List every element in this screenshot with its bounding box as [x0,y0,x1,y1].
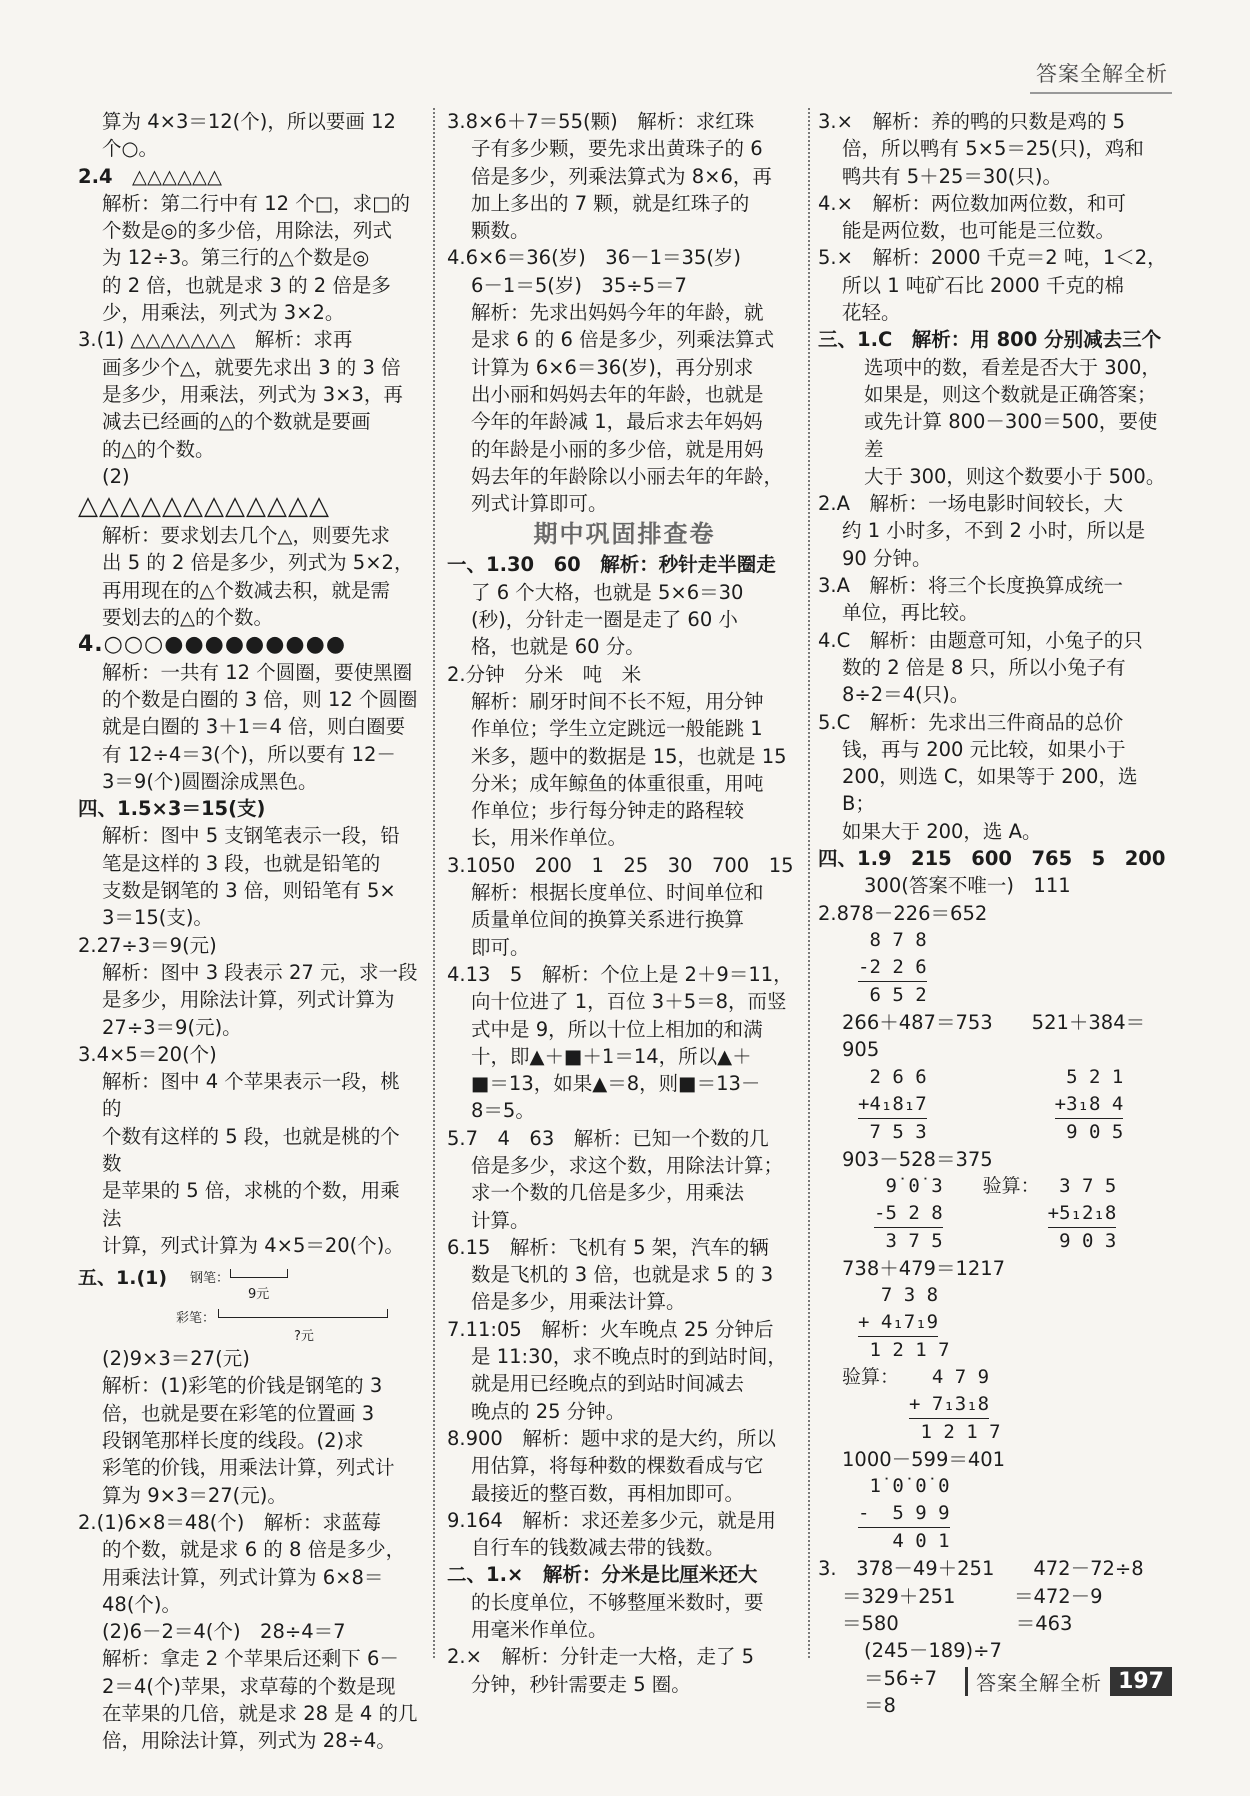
text-line: 今年的年龄减 1，最后求去年妈妈 [471,410,763,434]
text-line: 200，则选 C，如果等于 200，选 B； [842,765,1144,816]
segment-diagram [78,1299,418,1345]
text-line: (秒)，分针走一圈是走了 60 小 [471,608,738,632]
vertical-calculation [1048,1173,1117,1255]
text-line: 是多少，用乘法，列式为 3×3，再 [102,382,403,406]
text-line: 约 1 小时多，不到 2 小时，所以是 [842,519,1146,543]
pen-label: 钢笔： [190,1271,230,1287]
text-line: 最接近的整百数，再相加即可。 [471,1481,745,1505]
answer-line: 2.A 解析：一场电影时间较长，大 [818,492,1123,516]
answer-line: 4.6×6＝36(岁) 36－1＝35(岁) [447,246,742,270]
text-line: 了 6 个大格，也就是 5×6＝30 [471,580,744,604]
calc-row: 3 7 5 [874,1229,943,1252]
text-line: 要划去的△的个数。 [102,606,273,630]
text-line: 300(答案不唯一) 111 [864,874,1071,898]
answer-line: 2.27÷3＝9(元) [78,933,217,957]
text-line: 如果是，则这个数就是正确答案； [864,382,1157,406]
calc-row: 1 2 1 7 [909,1421,1001,1444]
answer-line: (2)9×3＝27(元) [102,1347,250,1371]
text-line: 或先计算 800－300＝500，要使差 [864,410,1158,461]
text-line: 个数是◎的多少倍，用除法，列式 [102,219,393,243]
circle-row: 4.○○○●●●●●●●●● [78,632,347,658]
text-line: ■＝13，如果▲＝8，则■＝13－ [471,1072,761,1096]
analysis-line: 解析：要求划去几个△，则要先求 [102,524,390,548]
text-line: 单位，再比较。 [842,601,979,625]
answer-line: 5.× 解析：2000 千克＝2 吨，1＜2， [818,246,1167,270]
column-3 [818,108,1173,1719]
text-line: 选项中的数，看差是否大于 300， [864,355,1161,379]
text-line: 有 12÷4＝3(个)，所以要有 12－ [102,742,396,766]
answer-line: 4.× 解析：两位数加两位数，和可 [818,191,1126,215]
section-heading: 三、1.C 解析：用 800 分别减去三个 [818,328,1162,352]
analysis-line: 解析：图中 4 个苹果表示一段，桃的 [102,1070,400,1121]
calc-row: 3 7 5 [1047,1174,1117,1197]
text-line: (2) [102,464,130,488]
analysis-line: 解析：图中 5 支钢笔表示一段，铅 [102,824,400,848]
vertical-calculation [1055,1064,1124,1146]
text-line: 用乘法计算，列式计算为 6×8＝ [102,1565,384,1589]
equation-line: 3. 378－49＋251 472－72÷8 [818,1557,1144,1581]
text-line: 分米；成年鲸鱼的体重很重，用吨 [471,771,764,795]
calc-row: -2 2 6 [858,954,927,982]
segment-diagram [78,1259,418,1303]
text-line: 为 12÷3。第三行的△个数是◎ [102,246,370,270]
calc-row: 6 5 2 [858,983,927,1006]
text-line: 分钟，秒针需要走 5 圈。 [471,1672,691,1696]
text-line: 数是飞机的 3 倍，也就是求 5 的 3 [471,1263,774,1287]
page-number: 197 [1110,1667,1172,1696]
calc-row: 1 2 1 7 [858,1339,950,1362]
text-line: 能是两位数，也可能是三位数。 [842,219,1116,243]
text-line: 向十位进了 1，百位 3＋5＝8，而竖 [471,990,787,1014]
text-line: 3＝9(个)圆圈涂成黑色。 [102,769,318,793]
answer-line: 3.× 解析：养的鸭的只数是鸡的 5 [818,110,1126,133]
text-line: 是求 6 的 6 倍是多少，列乘法算式 [471,328,775,352]
calc-row: 8 7 8 [858,928,927,951]
answer-line: (2)6－2＝4(个) 28÷4＝7 [102,1620,346,1644]
text-line: 倍，所以鸭有 5×5＝25(只)，鸡和 [842,137,1144,161]
text-line: 自行车的钱数减去带的钱数。 [471,1536,725,1560]
text-line: 是苹果的 5 倍，求桃的个数，用乘法 [102,1179,400,1230]
text-line: 再用现在的△个数减去积，就是需 [102,578,390,602]
text-line: 在苹果的几倍，就是求 28 是 4 的几 [102,1702,418,1726]
text-line: 减去已经画的△的个数就是要画 [102,410,371,434]
calc-row: 9 0 5 [1054,1120,1124,1143]
section-title: 期中巩固排查卷 [533,520,716,549]
check-label: 验算： [982,1174,1040,1197]
text-line: 的 2 倍，也就是求 3 的 2 倍是多 [102,273,391,297]
vertical-calculation-pair [818,1173,1173,1255]
vertical-calculation [858,1064,927,1146]
text-line: 倍是多少，列乘法算式为 8×6，再 [471,164,772,188]
text-line: 出 5 的 2 倍是多少，列式为 5×2， [102,551,414,575]
analysis-line: 解析：根据长度单位、时间单位和 [471,881,764,905]
page-header: 答案全解全析 [1030,58,1172,94]
text-line: 长，用米作单位。 [471,826,628,850]
equation-line: 266＋487＝753 521＋384＝905 [842,1010,1146,1062]
equation-line: ＝8 [864,1693,896,1717]
answer-line: 3.4×5＝20(个) [78,1042,217,1066]
calc-row: 1̇ 0̇ 0̇ 0 [858,1475,950,1498]
text-line: 作单位；学生立定跳远一般能跳 1 [471,717,763,741]
calc-row: 4 0 1 [858,1530,950,1553]
text-line: 的△的个数。 [102,437,215,461]
calc-row: 7 5 3 [858,1120,927,1143]
text-line: 支数是钢笔的 3 倍，则铅笔有 5× [102,879,396,903]
text-line: 出小丽和妈妈去年的年龄，也就是 [471,382,764,406]
section-heading: 四、1.5×3＝15(支) [78,797,266,821]
calc-row: 7 3 8 [858,1284,939,1307]
column-divider [808,108,810,1658]
text-line: 计算为 6×6＝36(岁)，再分别求 [471,355,754,379]
column-divider [433,108,435,1658]
text-line: 米多，题中的数据是 15，也就是 15 [471,744,787,768]
text-line: 少，用乘法，列式为 3×2。 [102,301,345,325]
text-line: 子有多少颗，要先求出黄珠子的 6 [471,137,763,161]
text-line: 计算。 [471,1208,530,1232]
text-line: 钱，再与 200 元比较，如果小于 [842,737,1126,761]
text-line: 颗数。 [471,219,530,243]
calc-row: -5 2 8 [874,1200,943,1228]
answer-line: 6.15 解析：飞机有 5 架，汽车的辆 [447,1235,769,1259]
text-line: 的个数是白圈的 3 倍，则 12 个圆圈 [102,687,418,711]
answer-line: 9.164 解析：求还差多少元，就是用 [447,1508,776,1532]
vertical-calculation [874,1173,943,1255]
calc-row: 9̇ 0̇ 3 [874,1174,943,1197]
text-line: 8＝5。 [471,1099,535,1123]
answer-line: 2.4 △△△△△△ [78,164,223,188]
text-line: 是 11:30，求不晚点时的到站时间， [471,1345,787,1369]
analysis-line: 解析：第二行中有 12 个□，求□的 [102,191,411,215]
check-block [983,1173,1117,1255]
equation-line: ＝329＋251 ＝472－9 [842,1584,1103,1608]
answer-line: 4.C 解析：由题意可知，小兔子的只 [818,628,1143,652]
text-line: 6－1＝5(岁) 35÷5＝7 [471,273,687,297]
text-line: 所以 1 吨矿石比 2000 千克的棉 [842,273,1124,297]
text-line: 倍是多少，用乘法计算。 [471,1290,686,1314]
answer-line: 5.C 解析：先求出三件商品的总价 [818,710,1124,734]
answer-line: 2.(1)6×8＝48(个) 解析：求蓝莓 [78,1510,381,1534]
vertical-calculation-pair [818,1064,1173,1146]
answer-line: 3.1050 200 1 25 30 700 15 [447,853,794,877]
text-line: 个数有这样的 5 段，也就是桃的个数 [102,1124,400,1175]
equation-line: ＝56÷7 [864,1666,938,1690]
analysis-line: 解析：图中 3 段表示 27 元，求一段 [102,960,418,984]
answer-line: 3.A 解析：将三个长度换算成统一 [818,574,1123,598]
text-line: 花轻。 [842,301,901,325]
text-line: 8÷2＝4(只)。 [842,683,970,707]
equation-line: 903－528＝375 [842,1147,993,1171]
answer-line: 5.7 4 63 解析：已知一个数的几 [447,1126,769,1150]
check-label: 验算： [842,1366,900,1389]
analysis-line: 解析：刷牙时间不长不短，用分钟 [471,689,764,713]
colorpen-label: 彩笔： [176,1311,216,1327]
text-line: 用估算，将每种数的棵数看成与它 [471,1454,764,1478]
text-line: 算为 4×3＝12(个)，所以要画 12 [102,110,396,133]
text-line: 晚点的 25 分钟。 [471,1399,626,1423]
answer-line: 3.(1) △△△△△△△ 解析：求再 [78,328,353,352]
text-line: 彩笔的价钱，用乘法计算，列式计 [102,1456,395,1480]
text-line: 画多少个△，就要先求出 3 的 3 倍 [102,355,401,379]
text-line: 3＝15(支)。 [102,906,213,930]
text-line: 倍，也就是要在彩笔的位置画 3 [102,1401,375,1425]
equation-line: 2.878－226＝652 [818,901,988,925]
text-line: 笔是这样的 3 段，也就是铅笔的 [102,851,381,875]
equation-line: 738＋479＝1217 [842,1256,1006,1280]
page-footer [965,1665,1172,1697]
text-line: 即可。 [471,935,530,959]
calc-row: 5 2 1 [1054,1065,1124,1088]
equation-line: 1000－599＝401 [842,1448,1006,1472]
text-line: 用毫米作单位。 [471,1618,608,1642]
equation-line: ＝580 ＝463 [842,1611,1073,1635]
section-heading: 一、1.30 60 解析：秒针走半圈走 [447,553,776,577]
vertical-calculation [818,927,1173,1009]
text-line: 大于 300，则这个数要小于 500。 [864,464,1166,488]
analysis-line: 解析：(1)彩笔的价钱是钢笔的 3 [102,1374,383,1398]
calc-row: 9 0 3 [1047,1229,1117,1252]
text-line: 鸭共有 5＋25＝30(只)。 [842,164,1062,188]
vertical-calculation [818,1282,1173,1364]
footer-label: 答案全解全析 [965,1667,1110,1696]
calc-row: + 4₁7₁9 [858,1309,938,1337]
text-line: 27÷3＝9(元)。 [102,1015,242,1039]
text-line: 质量单位间的换算关系进行换算 [471,908,745,932]
text-line: 的年龄是小丽的多少倍，就是用妈 [471,437,764,461]
text-line: 倍是多少，求这个数，用除法计算； [471,1153,784,1177]
text-line: 90 分钟。 [842,546,932,570]
section-heading: 五、1.(1) [78,1267,168,1290]
text-line: 就是用已经晚点的到站时间减去 [471,1372,745,1396]
calc-row: 4 7 9 [909,1366,990,1389]
vertical-calculation [909,1364,1001,1446]
equation-line: (245－189)÷7 [864,1639,1002,1663]
pen-segment [230,1269,288,1278]
column-2 [447,108,802,1698]
vertical-calculation [818,1473,1173,1555]
answer-line: 2.× 解析：分针走一大格，走了 5 [447,1645,755,1669]
calc-row: + 7₁3₁8 [909,1391,989,1419]
text-line: 倍，用除法计算，列式为 28÷4。 [102,1729,396,1753]
triangle-row: △△△△△△△△△△△△ [78,491,330,522]
text-line: 段钢笔那样长度的线段。(2)求 [102,1429,364,1453]
analysis-line: 解析：先求出妈妈今年的年龄，就 [471,301,764,325]
text-line: 2＝4(个)苹果，求草莓的个数是现 [102,1674,396,1698]
text-line: 就是白圈的 3＋1＝4 倍，则白圈要 [102,715,406,739]
section-heading: 二、1.× 解析：分米是比厘米还大 [447,1563,758,1587]
column-1 [78,108,418,1755]
text-line: 作单位；步行每分钟走的路程较 [471,799,745,823]
text-line: 十，即▲＋■＋1＝14，所以▲＋ [471,1044,752,1068]
analysis-line: 解析：一共有 12 个圆圈，要使黑圈 [102,660,413,684]
text-line: 加上多出的 7 颗，就是红珠子的 [471,191,750,215]
text-line: 如果大于 200，选 A。 [842,819,1042,843]
section-heading: 四、1.9 215 600 765 5 200 [818,847,1166,871]
answer-line: 4.13 5 解析：个位上是 2＋9＝11， [447,962,793,986]
calc-row: - 5 9 9 [858,1500,950,1528]
text-line: 的个数，就是求 6 的 8 倍是多少， [102,1538,406,1562]
text-line: 个○。 [102,137,159,161]
text-line: 列式计算即可。 [471,492,608,516]
text-line: 计算，列式计算为 4×5＝20(个)。 [102,1233,404,1257]
text-line: 格，也就是 60 分。 [471,635,645,659]
analysis-line: 解析：拿走 2 个苹果后还剩下 6－ [102,1647,399,1671]
answer-line: 2.分钟 分米 吨 米 [447,662,642,686]
calc-row: +3₁8 4 [1055,1091,1124,1119]
colorpen-price-label: ?元 [294,1329,314,1345]
answer-line: 8.900 解析：题中求的是大约，所以 [447,1426,776,1450]
text-line: 数的 2 倍是 8 只，所以小兔子有 [842,655,1126,679]
check-block [818,1364,1173,1446]
pen-price-label: 9元 [248,1287,270,1303]
calc-row: +5₁2₁8 [1048,1200,1117,1228]
text-line: 式中是 9，所以十位上相加的和满 [471,1017,763,1041]
answer-line: 7.11:05 解析：火车晚点 25 分钟后 [447,1317,774,1341]
text-line: 妈去年的年龄除以小丽去年的年龄， [471,464,784,488]
text-line: 48(个)。 [102,1592,182,1616]
text-line: 算为 9×3＝27(元)。 [102,1483,287,1507]
text-line: 求一个数的几倍是多少，用乘法 [471,1181,745,1205]
calc-row: 2 6 6 [858,1065,927,1088]
text-line: 是多少，用除法计算，列式计算为 [102,988,395,1012]
calc-row: +4₁8₁7 [858,1091,927,1119]
colorpen-segment [218,1309,388,1318]
text-line: 的长度单位，不够整厘米数时，要 [471,1590,764,1614]
answer-line: 3.8×6＋7＝55(颗) 解析：求红珠 [447,110,755,133]
